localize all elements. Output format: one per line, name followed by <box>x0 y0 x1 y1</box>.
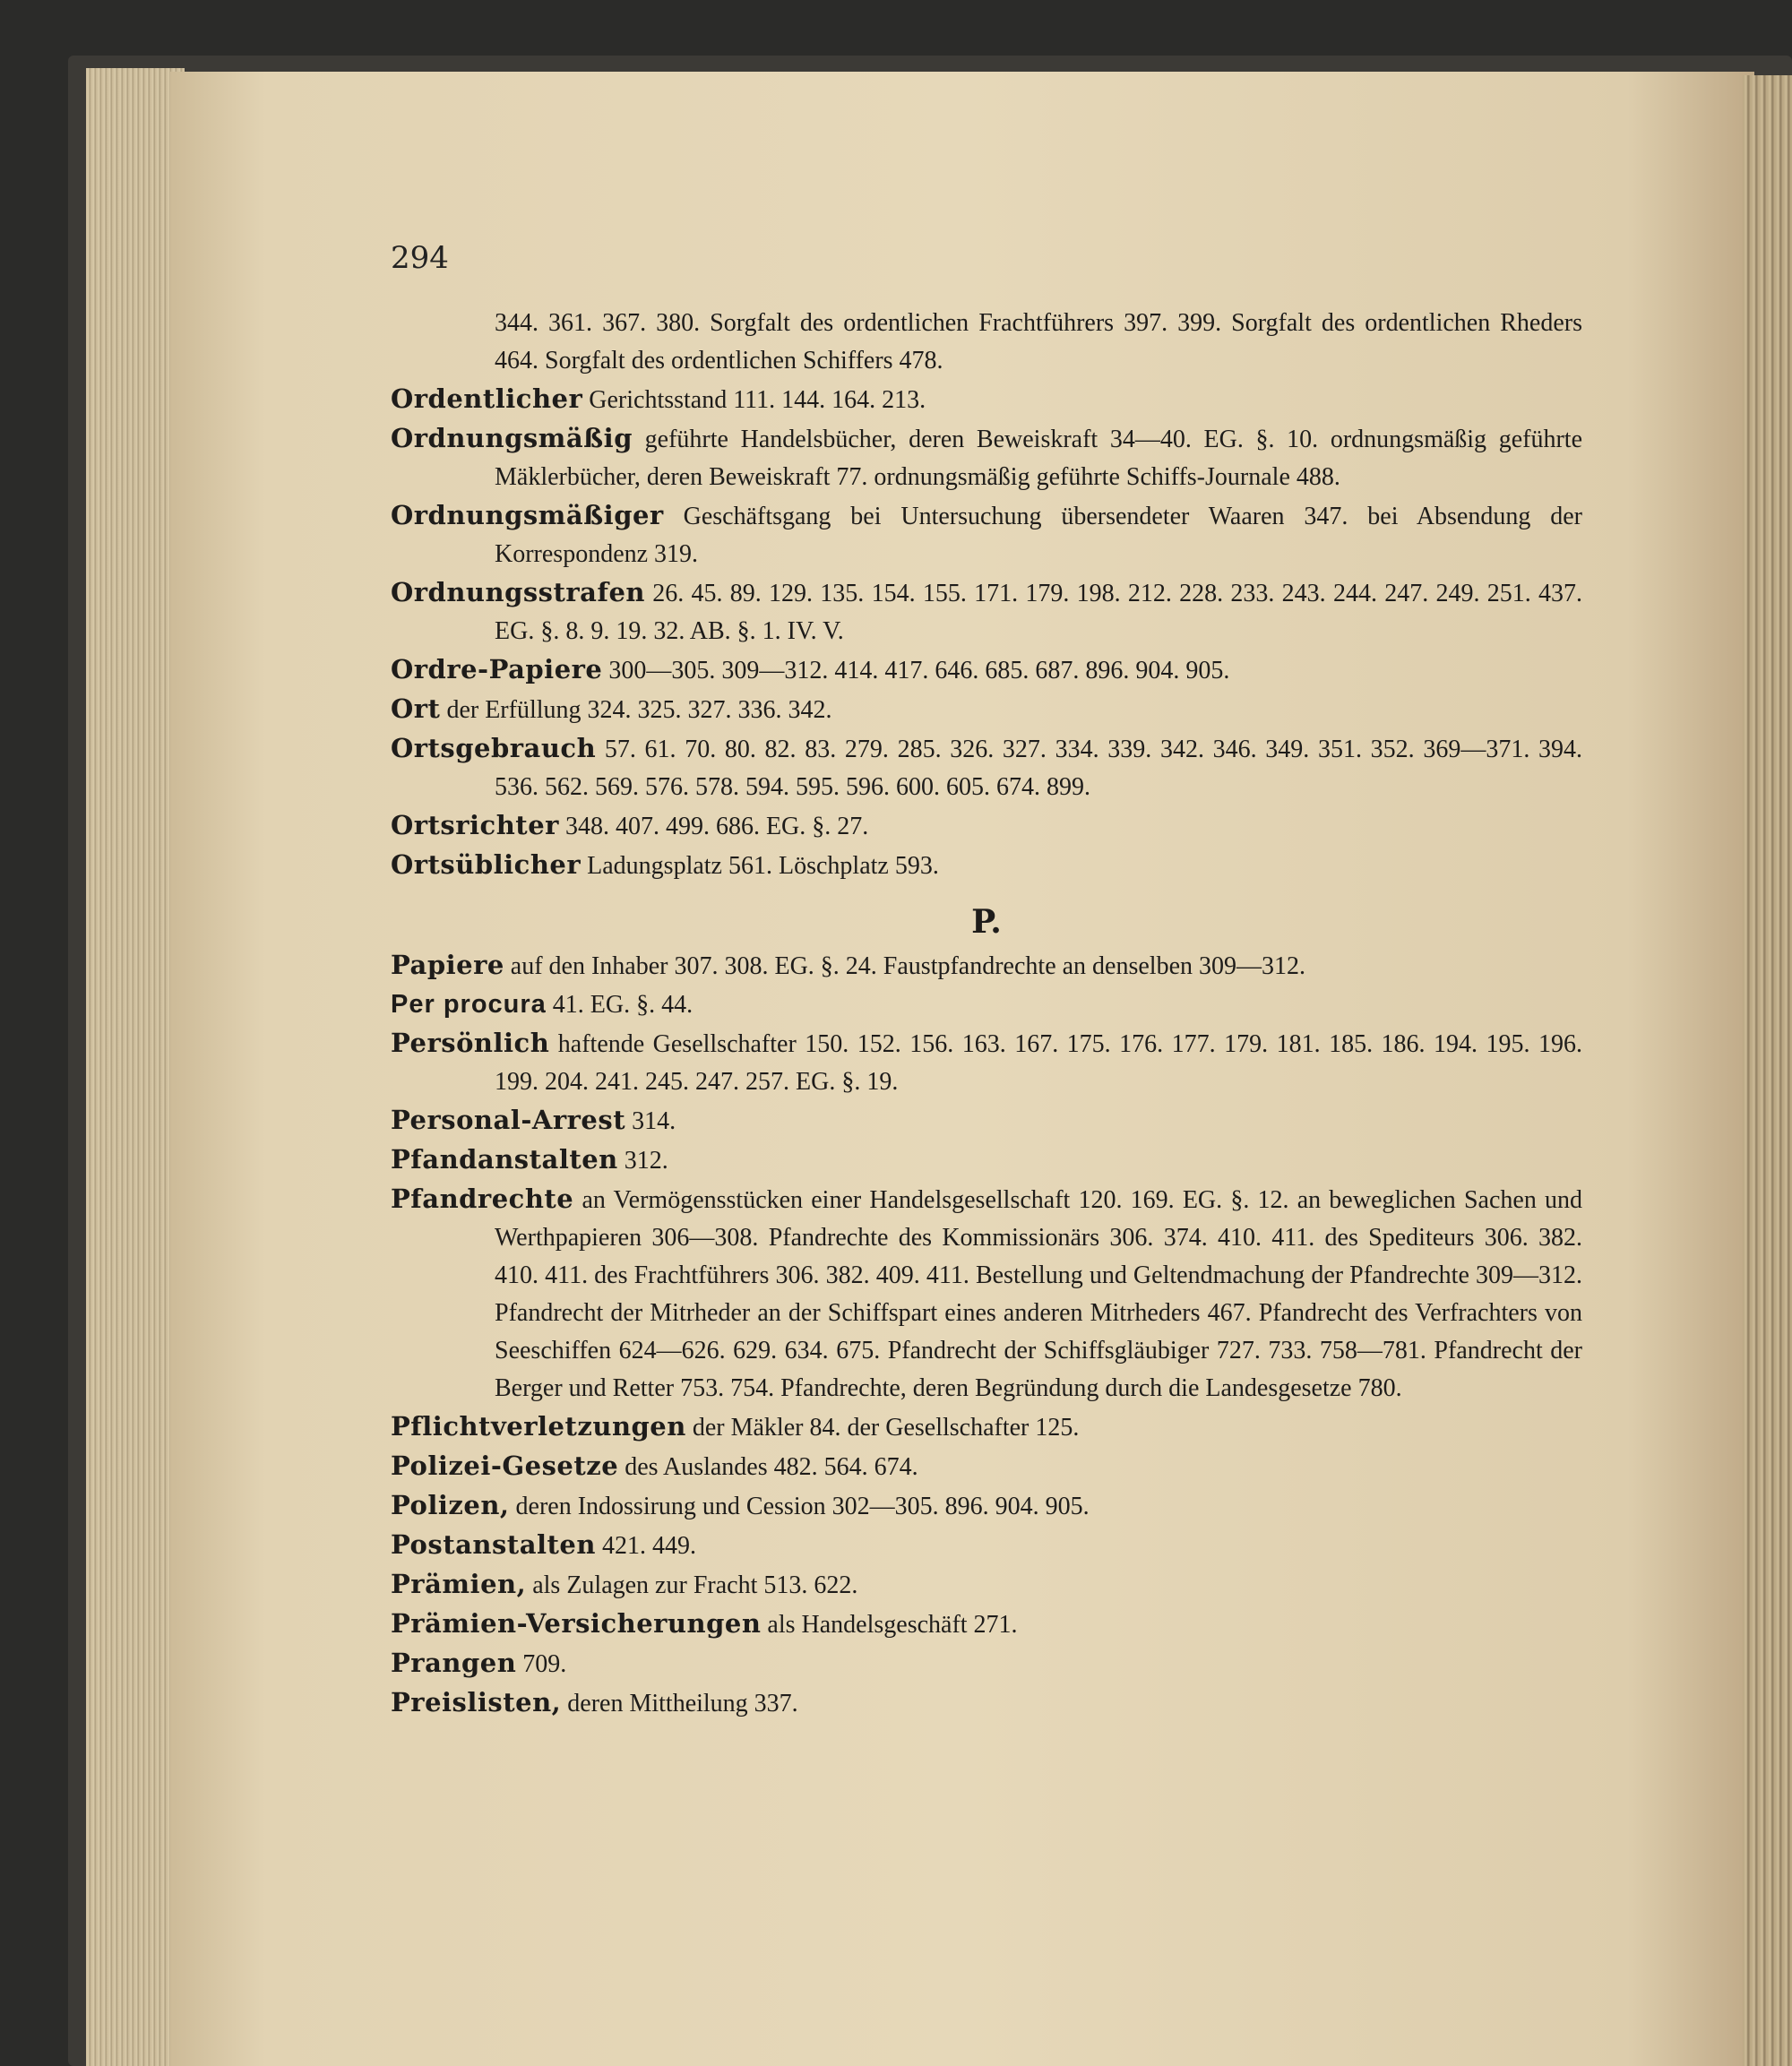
entry-text: 421. 449. <box>601 1532 696 1560</box>
index-entry <box>391 1024 1582 1101</box>
index-entry <box>391 1565 1582 1605</box>
entry-keyword: Pfandanstalten <box>391 1144 618 1175</box>
entry-text: Geschäftsgang bei Untersuchung übersendeter Waaren 347. bei Absendung der Korrespondenz 319. <box>495 503 1582 568</box>
entry-text: Gerichtsstand 111. 144. 164. 213. <box>589 386 926 414</box>
index-entry <box>391 1526 1582 1565</box>
entry-text: des Auslandes 482. 564. 674. <box>625 1453 918 1481</box>
entry-keyword: Postanstalten <box>391 1529 596 1560</box>
index-entry <box>391 1486 1582 1526</box>
index-entry <box>391 806 1582 846</box>
entry-text: 344. 361. 367. 380. Sorgfalt des ordentlichen Frachtführers 397. 399. Sorgfalt des ordentlichen Rheders 464. Sorgfalt des ordentlichen Schiffers 478. <box>495 309 1582 374</box>
entry-keyword: Prämien-Versicherungen <box>391 1608 762 1639</box>
index-entry <box>391 1407 1582 1447</box>
index-entry <box>391 1447 1582 1486</box>
entry-text: 312. <box>624 1147 668 1175</box>
entry-text: 314. <box>632 1107 676 1135</box>
entry-keyword: Ordnungsstrafen <box>391 577 645 607</box>
entry-keyword: Ordnungsmäßiger <box>391 500 664 530</box>
entry-text: 26. 45. 89. 129. 135. 154. 155. 171. 179. 198. 212. 228. 233. 243. 244. 247. 249. 251. 437. EG. §. 8. 9. 19. 32. AB. §. 1. IV. V. <box>495 580 1583 645</box>
index-entry <box>391 986 1582 1024</box>
entry-keyword: Prangen <box>391 1648 517 1678</box>
entry-text: an Vermögensstücken einer Handelsgesellschaft 120. 169. EG. §. 12. an beweglichen Sachen und Werthpapieren 306—308. Pfandrechte des Kommissionärs 306. 374. 410. 411. des Spediteurs 306. 382. 410. 411. des Frachtführers 306. 382. 409. 411. Bestellung und Geltendmachung der Pfandrechte 309—312. Pfandrecht der Mitrheder an der Schiffspart eines anderen Mitrheders 467. Pfandrecht des Verfrachters von Seeschiffen 624—626. 629. 634. 675. Pfandrecht der Schiffsgläubiger 727. 733. 758—781. Pfandrecht der Berger und Retter 753. 754. Pfandrechte, deren Begründung durch die Landesgesetze 780. <box>495 1186 1583 1402</box>
index-entry <box>391 1180 1582 1407</box>
index-entry <box>391 419 1582 496</box>
entry-text: der Erfüllung 324. 325. 327. 336. 342. <box>446 696 832 724</box>
entry-keyword: Pflichtverletzungen <box>391 1411 686 1442</box>
entry-text: 300—305. 309—312. 414. 417. 646. 685. 687. 896. 904. 905. <box>608 657 1230 684</box>
entry-text: 709. <box>522 1650 567 1678</box>
entry-text: 348. 407. 499. 686. EG. §. 27. <box>564 813 869 840</box>
index-entry <box>391 1605 1582 1644</box>
entry-keyword: Personal-Arrest <box>391 1105 626 1135</box>
entry-text: geführte Handelsbücher, deren Beweiskraft 34—40. EG. §. 10. ordnungsmäßig geführte Mäklerbücher, deren Beweiskraft 77. ordnungsmäßig geführte Schiffs-Journale 488. <box>495 426 1583 491</box>
entry-keyword: Ortsüblicher <box>391 849 582 880</box>
entry-keyword: Ordentlicher <box>391 383 583 414</box>
index-entry <box>391 846 1582 885</box>
entry-keyword: Papiere <box>391 950 504 980</box>
index-entry <box>391 946 1582 986</box>
index-entry <box>391 729 1582 806</box>
index-text <box>391 305 1582 1723</box>
index-entry <box>391 690 1582 729</box>
index-entry <box>391 1644 1582 1683</box>
entry-keyword: Ordre-Papiere <box>391 654 603 684</box>
entry-keyword: Ortsgebrauch <box>391 733 597 763</box>
entry-text: 41. EG. §. 44. <box>552 991 694 1019</box>
entry-keyword: Prämien, <box>391 1569 527 1599</box>
entry-text: deren Mittheilung 337. <box>567 1690 798 1717</box>
entry-text: 57. 61. 70. 80. 82. 83. 279. 285. 326. 327. 334. 339. 342. 346. 349. 351. 352. 369—371. 394. 536. 562. 569. 576. 578. 594. 595. 596. 600. 605. 674. 899. <box>495 736 1583 801</box>
entry-text: als Handelsgeschäft 271. <box>767 1611 1018 1639</box>
index-entry <box>391 573 1582 650</box>
index-entry <box>391 380 1582 419</box>
index-entry <box>391 1141 1582 1180</box>
entry-keyword: Pfandrechte <box>391 1184 574 1214</box>
index-entry <box>391 1683 1582 1723</box>
index-entry <box>391 1101 1582 1141</box>
entry-keyword: Ordnungsmäßig <box>391 423 633 453</box>
entry-keyword: Ort <box>391 693 441 724</box>
index-entry <box>391 496 1582 573</box>
index-entry <box>391 650 1582 690</box>
page-stack-right <box>1743 75 1792 2066</box>
entry-keyword: Polizei-Gesetze <box>391 1451 619 1481</box>
section-heading: P. <box>971 903 1002 941</box>
entry-text: Ladungsplatz 561. Löschplatz 593. <box>587 852 939 880</box>
index-entry-continuation <box>391 305 1582 380</box>
entry-text: haftende Gesellschafter 150. 152. 156. 163. 167. 175. 176. 177. 179. 181. 185. 186. 194. 195. 196. 199. 204. 241. 245. 247. 257. EG. §. 19. <box>495 1030 1582 1096</box>
entry-text: der Mäkler 84. der Gesellschafter 125. <box>692 1414 1080 1442</box>
entry-text: als Zulagen zur Fracht 513. 622. <box>532 1571 858 1599</box>
entry-keyword: Ortsrichter <box>391 810 559 840</box>
entry-keyword: Polizen, <box>391 1490 510 1520</box>
page-number: 294 <box>391 240 449 276</box>
entry-keyword: Preislisten, <box>391 1687 562 1717</box>
entry-keyword: Persönlich <box>391 1028 550 1058</box>
entry-text: deren Indossirung und Cession 302—305. 896. 904. 905. <box>515 1493 1090 1520</box>
entry-text: auf den Inhaber 307. 308. EG. §. 24. Faustpfandrechte an denselben 309—312. <box>510 952 1306 980</box>
entry-keyword: Per procura <box>391 990 547 1019</box>
